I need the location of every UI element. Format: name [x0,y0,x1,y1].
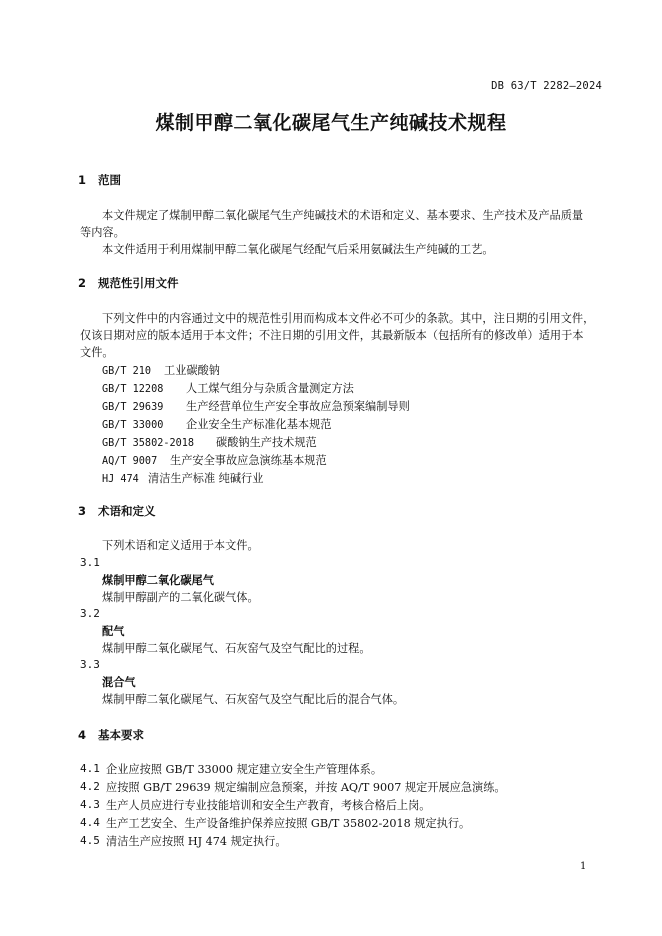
reference-code: GB/T 35802-2018 [102,438,195,449]
section-title: 术语和定义 [98,504,156,518]
term-number: 3.3 [80,658,100,671]
reference-item [102,398,410,414]
reference-name: 清洁生产标准 纯碱行业 [148,472,264,485]
term-number: 3.2 [80,607,100,620]
reference-item [102,416,331,432]
reference-name: 碳酸钠生产技术规范 [216,436,317,449]
section-4-heading [78,727,144,743]
reference-code: AQ/T 9007 [102,456,158,467]
term-number: 3.1 [80,556,100,569]
paragraph-line: 本文件规定了煤制甲醇二氧化碳尾气生产纯碱技术的术语和定义、基本要求、生产技术及产品质量 [102,209,584,222]
term-definition: 煤制甲醇二氧化碳尾气、石灰窑气及空气配比后的混合气体。 [102,693,405,706]
term-definition: 煤制甲醇二氧化碳尾气、石灰窑气及空气配比的过程。 [102,642,371,655]
term-definition: 煤制甲醇副产的二氧化碳气体。 [102,591,259,604]
section-title: 基本要求 [98,728,144,742]
document-title: 煤制甲醇二氧化碳尾气生产纯碱技术规程 [155,112,507,134]
page-number: 1 [580,861,587,872]
section-number: 3 [78,504,87,518]
paragraph-line: 本文件适用于利用煤制甲醇二氧化碳尾气经配气后采用氨碱法生产纯碱的工艺。 [102,243,494,256]
requirement-number: 4.2 [80,780,100,793]
reference-item [102,470,263,486]
reference-code: GB/T 210 [102,366,152,377]
section-title: 规范性引用文件 [98,276,179,290]
reference-name: 企业安全生产标准化基本规范 [186,418,332,431]
reference-code: GB/T 12208 [102,384,164,395]
term-name: 配气 [102,625,125,638]
requirement-number: 4.4 [80,816,100,829]
requirement-text: 企业应按照 GB/T 33000 规定建立安全生产管理体系。 [106,763,383,776]
requirement-number: 4.3 [80,798,100,811]
reference-item [102,452,327,468]
section-number: 1 [78,173,87,187]
paragraph-line: 下列文件中的内容通过文中的规范性引用而构成本文件必不可少的条款。其中，注日期的引用文件， [102,312,595,325]
requirement-text: 应按照 GB/T 29639 规定编制应急预案，并按 AQ/T 9007 规定开展应急演练。 [106,781,506,794]
requirement-text: 生产人员应进行专业技能培训和安全生产教育，考核合格后上岗。 [106,799,431,812]
section-title: 范围 [98,173,121,187]
paragraph-line: 仅该日期对应的版本适用于本文件；不注日期的引用文件，其最新版本（包括所有的修改单）适用于本 [80,329,584,342]
reference-code: GB/T 33000 [102,420,164,431]
reference-name: 生产经营单位生产安全事故应急预案编制导则 [186,400,410,413]
section-number: 4 [78,728,87,742]
requirement-text: 生产工艺安全、生产设备维护保养应按照 GB/T 35802-2018 规定执行。 [106,817,471,830]
requirement-number: 4.5 [80,834,100,847]
paragraph-line: 文件。 [80,346,114,359]
term-name: 混合气 [102,676,136,689]
reference-code: GB/T 29639 [102,402,164,413]
reference-item [102,380,354,396]
paragraph-line: 下列术语和定义适用于本文件。 [102,539,259,552]
reference-name: 人工煤气组分与杂质含量测定方法 [186,382,354,395]
term-name: 煤制甲醇二氧化碳尾气 [102,574,214,587]
reference-code: HJ 474 [102,474,139,485]
section-2-heading [78,275,179,291]
standard-code: DB 63/T 2282—2024 [491,80,602,92]
requirement-number: 4.1 [80,762,100,775]
section-3-heading [78,503,156,519]
reference-item [102,434,317,450]
requirement-text: 清洁生产应按照 HJ 474 规定执行。 [106,835,287,848]
reference-name: 生产安全事故应急演练基本规范 [170,454,327,467]
section-number: 2 [78,276,87,290]
reference-item [102,362,220,378]
section-1-heading [78,172,121,188]
paragraph-line: 等内容。 [80,226,125,239]
reference-name: 工业碳酸钠 [164,364,220,377]
